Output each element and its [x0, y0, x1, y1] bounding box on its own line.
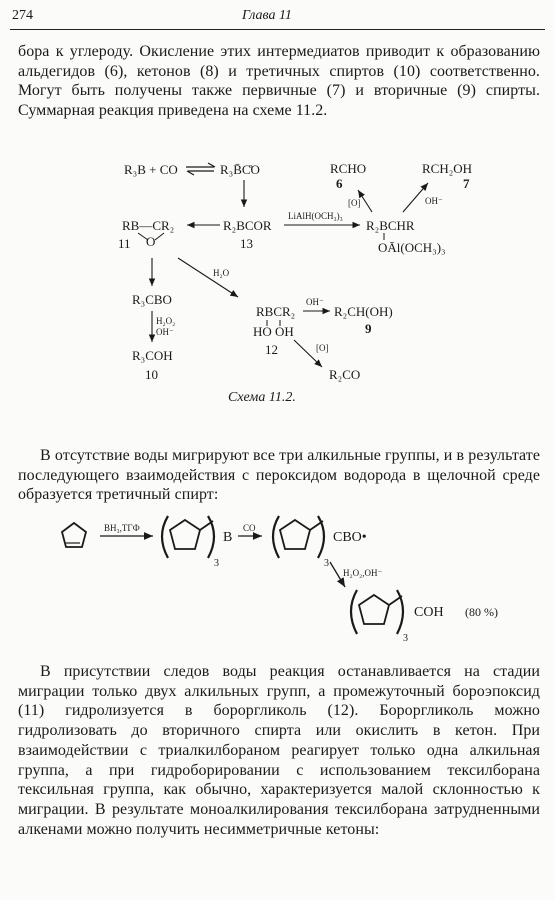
bracket-right-2: [318, 516, 324, 558]
group-cbo: CBO•: [333, 530, 367, 545]
rbcr2: RBCR₂: [256, 304, 296, 319]
r2choh: R₂CH(OH): [334, 304, 393, 319]
paragraph-2-text: В отсутствие воды мигрируют все три алкильные группы, и в результате последующего взаимодействия с пероксидом водорода в щелочной среде образуется третичный спирт:: [18, 447, 540, 504]
bracket-left-3: [351, 590, 357, 634]
label-10: 10: [145, 367, 158, 382]
lialh-reagent: LiAlH(OCH₃)₃: [288, 211, 343, 221]
header-rule: [10, 29, 545, 30]
paragraph-3: [18, 662, 540, 839]
o-label: [O]: [348, 198, 361, 208]
r2bchr: R₂BCHR: [366, 218, 415, 233]
page-number: 274: [12, 8, 33, 23]
bracket-left-1: [162, 516, 168, 558]
reagent-co: CO: [243, 523, 256, 533]
cyclopentyl-ring-3: [359, 595, 389, 624]
cyclopentyl-ring-1: [170, 520, 200, 549]
r3bco: R₃B̄C̊O: [220, 162, 260, 177]
page-header: [10, 6, 545, 28]
scheme-caption: Схема 11.2.: [228, 390, 296, 405]
label-12: 12: [265, 342, 278, 357]
scheme-tricyclopentyl: [0, 505, 555, 655]
r3b-co: R₃B + CO: [124, 162, 178, 177]
o2-label: [O]: [316, 343, 329, 353]
reagent-bh3: BH₃,ТГФ: [104, 523, 140, 533]
label-13: 13: [240, 236, 253, 251]
oh2-label: OH⁻: [156, 327, 174, 337]
oh-label: OH⁻: [425, 196, 443, 206]
oh3-label: OH⁻: [306, 297, 324, 307]
r3coh: R₃COH: [132, 348, 173, 363]
chapter-title: Глава 11: [242, 8, 292, 23]
oal: OĀl(OCH₃)₃: [378, 240, 446, 255]
label-7: 7: [463, 176, 470, 191]
label-9: 9: [365, 321, 372, 336]
rch2oh: RCH₂OH: [422, 161, 473, 176]
h2o2-label: H₂O₂: [156, 316, 176, 326]
r3cbo: R₃CBO: [132, 292, 172, 307]
subscript-3a: 3: [214, 558, 219, 569]
label-6: 6: [336, 176, 343, 191]
reagent-h2o2: H₂O₂,OH⁻: [343, 568, 383, 578]
yield-label: (80 %): [465, 605, 498, 619]
subscript-3c: 3: [403, 633, 408, 644]
rb-cr2: RB—CR₂: [122, 218, 175, 233]
r2bcor: R₂BCOR: [223, 218, 272, 233]
bracket-right-1: [208, 516, 214, 558]
bracket-left-2: [273, 516, 279, 558]
ho-oh: HO OH: [253, 324, 294, 339]
paragraph-3-text: В присутствии следов воды реакция останавливается на стадии миграции только двух алкильных групп, а промежуточный бороэпоксид (11) гидролизуется в бороргликоль (12). Бороргликоль можно гидролизовать до вторичного спирта или окислить в кетон. При взаимодействии с триалкилбораном реагирует только одна алкильная группа, а при гидроборировании с использованием тексилборана тексильная группа, как обычно, характеризуется малой склонностью к миграции. В результате моноалкилирования тексилборана затрудненными алкенами можно получить несимметричные кетоны:: [18, 663, 540, 838]
subscript-3b: 3: [324, 558, 329, 569]
paragraph-2: [18, 446, 540, 505]
group-coh: COH: [414, 605, 444, 620]
h2o-label: H₂O: [213, 268, 230, 278]
label-11: 11: [118, 236, 131, 251]
atom-b: B: [223, 530, 233, 545]
epoxide-o: O: [146, 234, 156, 249]
r2co: R₂CO: [329, 367, 361, 382]
paragraph-1: бора к углероду. Окисление этих интермедиатов приводит к образованию альдегидов (6), кетонов (8) и третичных спиртов (10) соответственно. Могут быть получены также первичные (7) и вторичные (9) спирты. Суммарная реакция приведена на схеме 11.2.: [18, 43, 540, 119]
cyclopentyl-ring-2: [280, 520, 310, 549]
rcho: RCHO: [330, 161, 367, 176]
scheme-11-2: [0, 150, 555, 415]
